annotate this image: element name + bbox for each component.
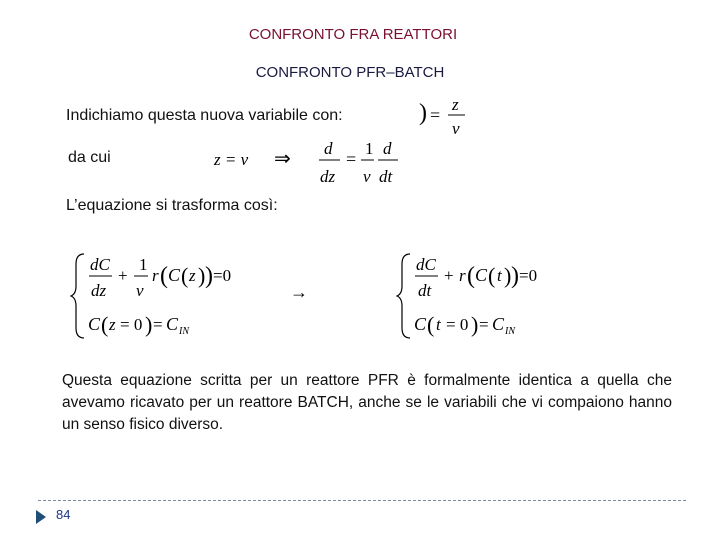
svg-text:z: z bbox=[189, 266, 196, 285]
equation-system-batch bbox=[396, 250, 571, 342]
eq2-den3: dt bbox=[379, 167, 393, 186]
svg-text:=: = bbox=[479, 315, 489, 334]
svg-text:(: ( bbox=[427, 312, 435, 337]
slide-title: CONFRONTO FRA REATTORI bbox=[248, 26, 458, 43]
svg-text:C: C bbox=[475, 265, 488, 285]
page-number: 84 bbox=[56, 507, 71, 522]
conclusion-paragraph: Questa equazione scritta per un reattore PFR è formalmente identica a quella che avevamo ricavato per un reattore BATCH, anche se le variabili che vi compaiono hanno un senso fisico diverso. bbox=[62, 372, 672, 433]
da-cui-text: da cui bbox=[68, 149, 111, 166]
svg-text:IN: IN bbox=[505, 326, 515, 337]
svg-text:dt: dt bbox=[418, 281, 432, 300]
eq1-paren: ) bbox=[419, 100, 427, 126]
eq2-num2: 1 bbox=[365, 139, 374, 158]
svg-text:C: C bbox=[88, 314, 101, 334]
svg-text:C: C bbox=[168, 265, 181, 285]
eq1-equals: = bbox=[430, 105, 441, 125]
svg-text:(: ( bbox=[160, 263, 168, 289]
slide-subtitle: CONFRONTO PFR–BATCH bbox=[255, 64, 445, 81]
equation-system-pfr bbox=[70, 250, 270, 342]
svg-text:+: + bbox=[118, 266, 128, 285]
intro-text: Indichiamo questa nuova variabile con: bbox=[66, 107, 343, 124]
svg-text:IN: IN bbox=[179, 326, 189, 337]
eq1-numerator: z bbox=[452, 95, 459, 114]
svg-text:dz: dz bbox=[91, 281, 107, 300]
equation-derivative-relation bbox=[212, 134, 402, 190]
svg-text:=0: =0 bbox=[213, 266, 232, 285]
svg-text:dC: dC bbox=[90, 255, 110, 274]
svg-text:t: t bbox=[436, 315, 441, 334]
svg-text:+: + bbox=[444, 266, 454, 285]
svg-text:(: ( bbox=[181, 263, 189, 288]
svg-text:r: r bbox=[459, 266, 466, 285]
svg-text:z: z bbox=[109, 315, 116, 334]
eq1-denominator: v bbox=[452, 119, 460, 138]
eq2-den2: v bbox=[363, 167, 371, 186]
svg-text:= 0: = 0 bbox=[446, 315, 469, 334]
eq2-den1: dz bbox=[320, 167, 336, 186]
svg-text:= 0: = 0 bbox=[120, 315, 143, 334]
eq2-equals: = bbox=[346, 149, 357, 169]
svg-text:r: r bbox=[152, 266, 159, 285]
svg-text:C: C bbox=[166, 314, 179, 334]
eq2-left: z = v bbox=[214, 150, 249, 169]
left-brace bbox=[71, 254, 84, 338]
svg-text:t: t bbox=[497, 266, 502, 285]
eq2-implies: ⇒ bbox=[274, 146, 291, 170]
svg-text:): ) bbox=[511, 263, 519, 289]
svg-text:dC: dC bbox=[416, 255, 436, 274]
right-brace bbox=[397, 254, 410, 338]
eq2-num1: d bbox=[324, 139, 333, 158]
svg-text:C: C bbox=[492, 314, 505, 334]
svg-text:(: ( bbox=[101, 312, 109, 337]
eq2-num3: d bbox=[383, 139, 392, 158]
svg-text:(: ( bbox=[488, 263, 496, 288]
svg-text:1: 1 bbox=[139, 255, 148, 274]
transform-arrow: → bbox=[290, 282, 308, 302]
svg-text:=: = bbox=[153, 315, 163, 334]
svg-text:): ) bbox=[145, 312, 153, 337]
svg-text:): ) bbox=[471, 312, 479, 337]
footer-divider bbox=[38, 500, 686, 501]
svg-text:=0: =0 bbox=[519, 266, 538, 285]
svg-text:(: ( bbox=[467, 263, 475, 289]
svg-text:): ) bbox=[205, 263, 213, 289]
svg-text:C: C bbox=[414, 314, 427, 334]
equation-variable-definition bbox=[415, 92, 475, 142]
svg-text:): ) bbox=[198, 263, 206, 288]
footer-arrow-icon bbox=[36, 510, 46, 524]
svg-text:): ) bbox=[504, 263, 512, 288]
transform-text: L’equazione si trasforma così: bbox=[66, 197, 278, 214]
svg-text:v: v bbox=[136, 281, 144, 300]
